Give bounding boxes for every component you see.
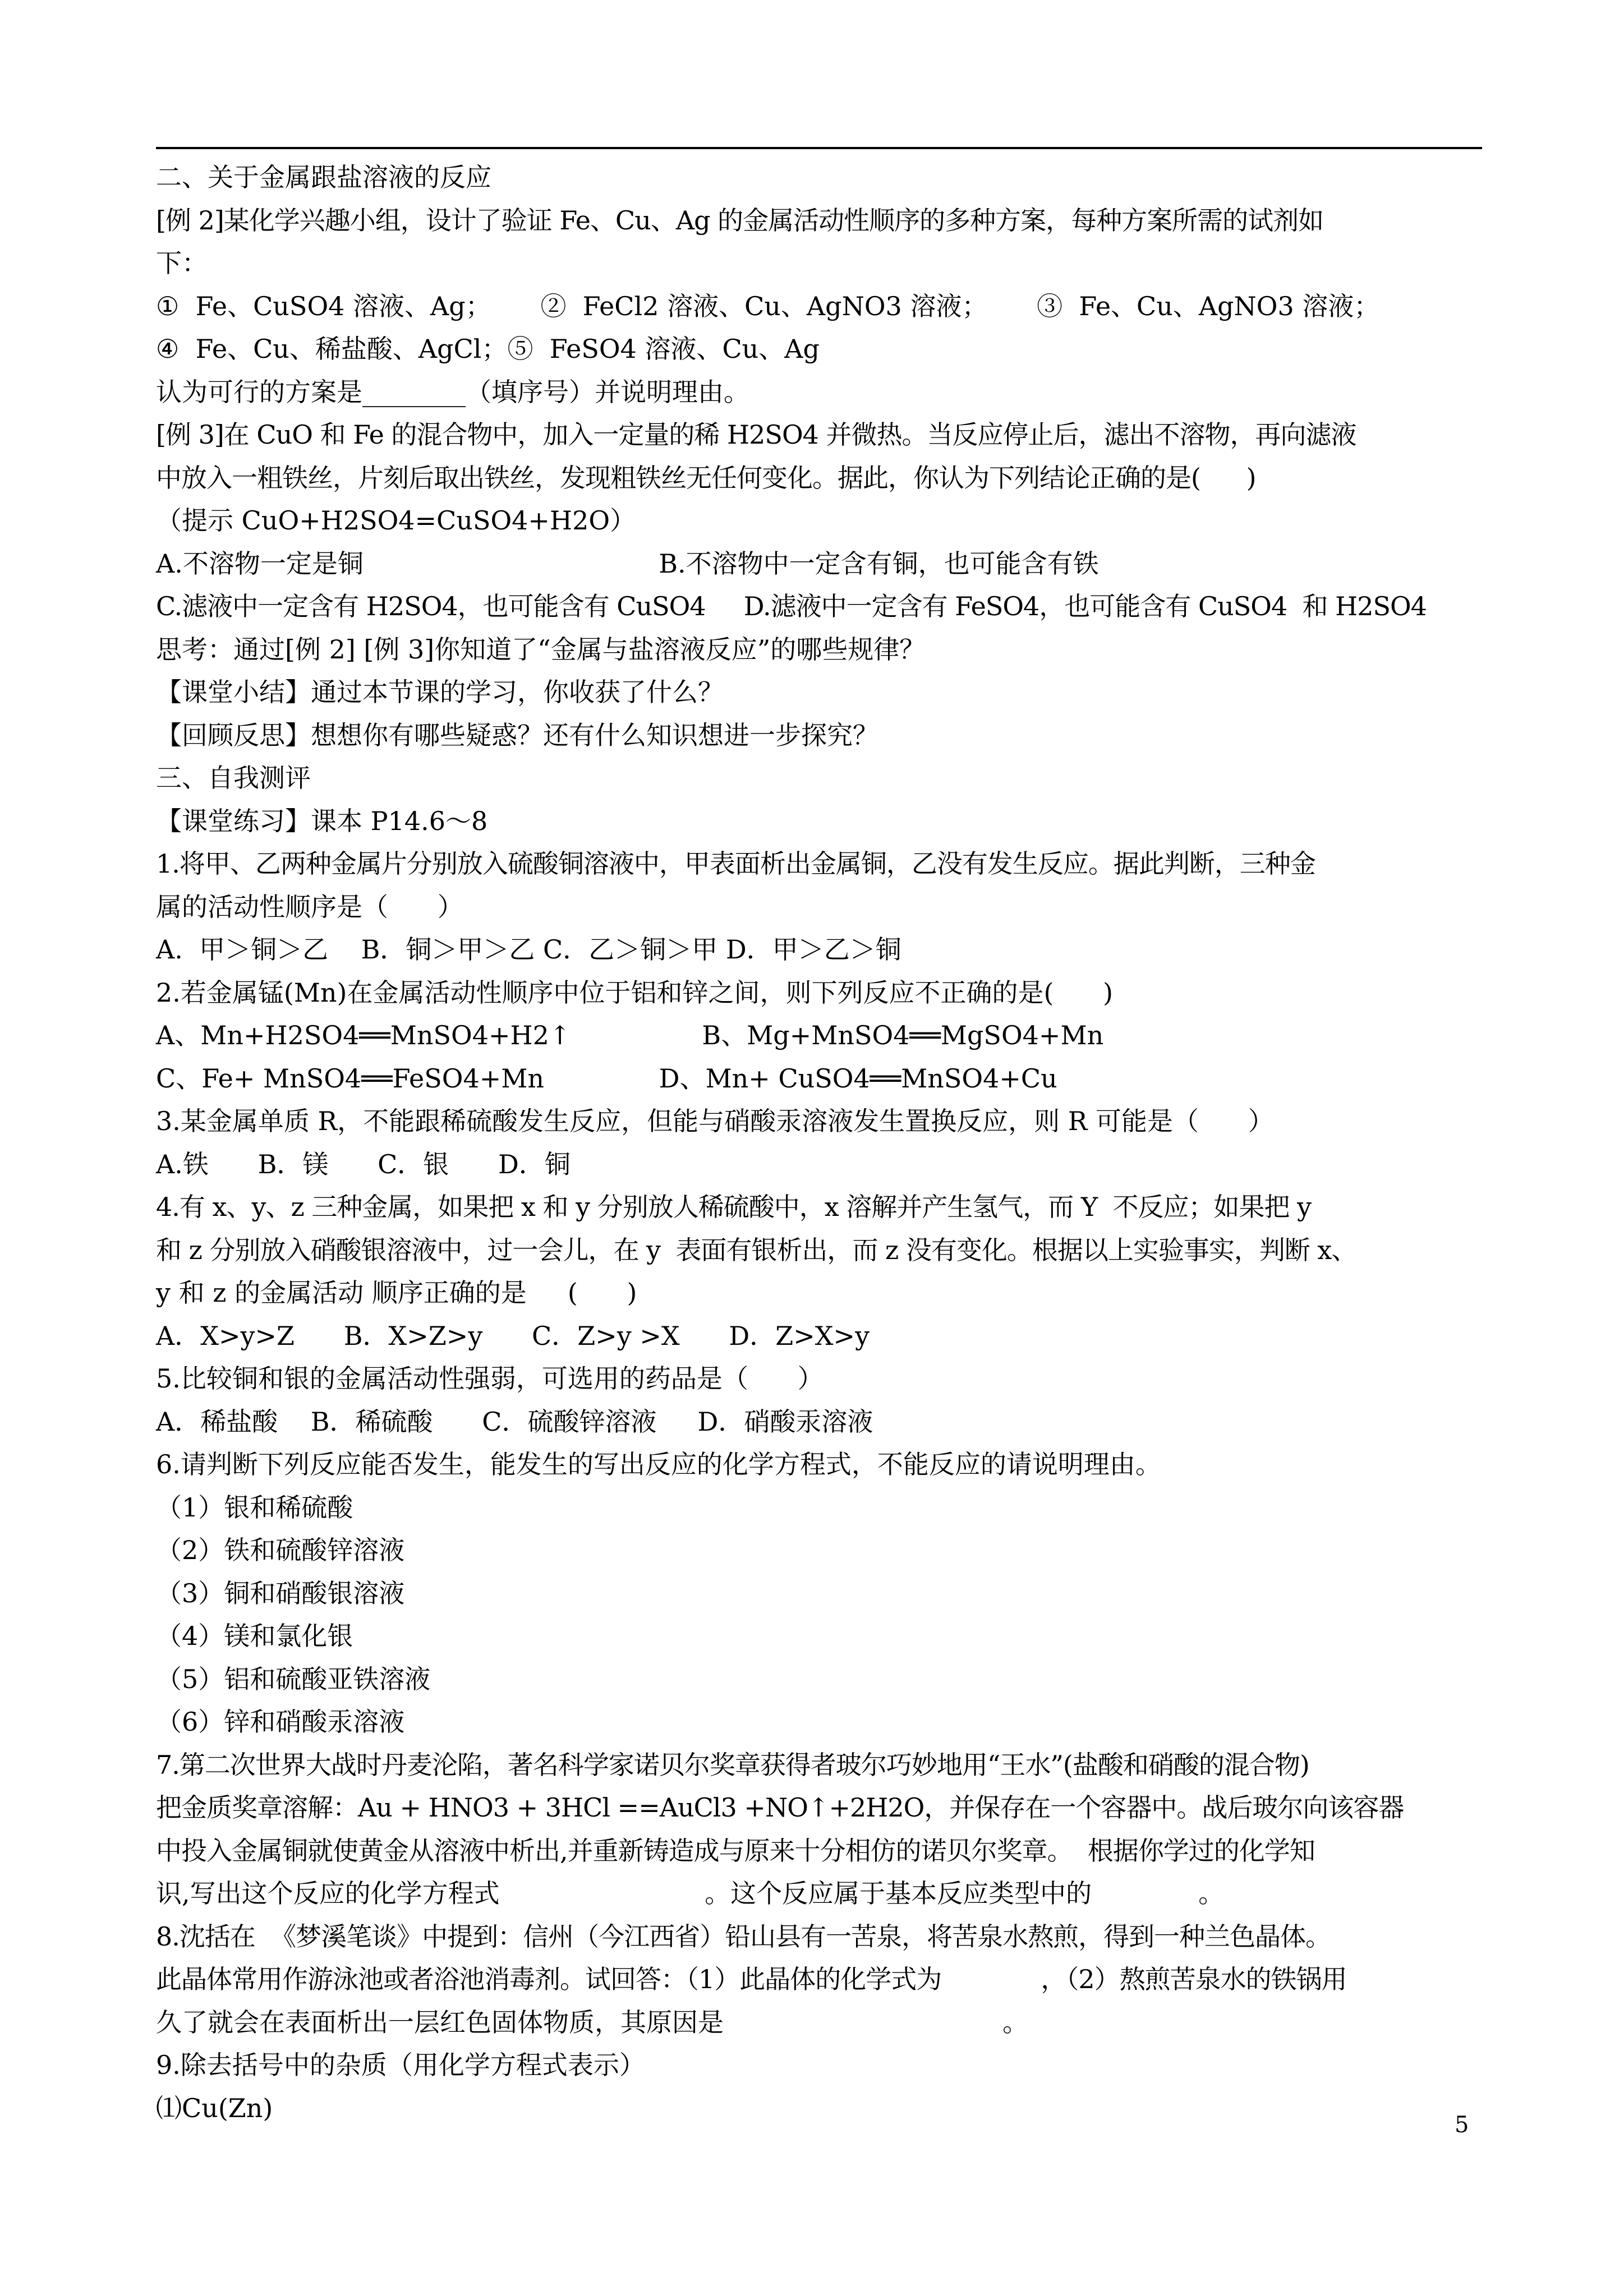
question-5-choices: A．稀盐酸 B．稀硫酸 C．硫酸锌溶液 D．硝酸汞溶液 bbox=[156, 1406, 873, 1437]
question-4-choices: A．X>y>Z B．X>Z>y C．Z>y >X D．Z>X>y bbox=[156, 1320, 870, 1351]
question-1-line-1: 1.将甲、乙两种金属片分别放入硫酸铜溶液中，甲表面析出金属铜，乙没有发生反应。据此判断，三种金 bbox=[156, 849, 1315, 879]
question-1-choices: A. 甲＞铜＞乙 B．铜＞甲＞乙 C．乙＞铜＞甲 D．甲＞乙＞铜 bbox=[156, 934, 901, 965]
question-8-line-3: 久了就会在表面析出一层红色固体物质，其原因是 。 bbox=[156, 2007, 1029, 2037]
question-6-item-3: （3）铜和硝酸银溶液 bbox=[156, 1578, 405, 1608]
question-7-line-4: 识,写出这个反应的化学方程式 。这个反应属于基本反应类型中的 。 bbox=[156, 1878, 1225, 1908]
class-summary: 【课堂小结】通过本节课的学习，你收获了什么？ bbox=[156, 677, 724, 707]
question-3: 3.某金属单质 R，不能跟稀硫酸发生反应，但能与硝酸汞溶液发生置换反应，则 R 可能是（ ） bbox=[156, 1106, 1274, 1136]
question-2-choices-cd: C、Fe+ MnSO4══FeSO4+Mn D、Mn+ CuSO4══MnSO4+Cu bbox=[156, 1063, 1057, 1094]
header-rule bbox=[156, 147, 1482, 149]
question-9: 9.除去括号中的杂质（用化学方程式表示） bbox=[156, 2050, 645, 2080]
example-2-answer-prompt: 认为可行的方案是________（填序号）并说明理由。 bbox=[156, 376, 749, 407]
review-reflection: 【回顾反思】想想你有哪些疑惑？还有什么知识想进一步探究？ bbox=[156, 720, 878, 750]
page-number: 5 bbox=[1455, 2112, 1469, 2138]
question-6-item-6: （6）锌和硝酸汞溶液 bbox=[156, 1707, 405, 1737]
question-2: 2.若金属锰(Mn)在金属活动性顺序中位于铝和锌之间，则下列反应不正确的是( ) bbox=[156, 977, 1114, 1008]
question-7-line-1: 7.第二次世界大战时丹麦沦陷，著名科学家诺贝尔奖章获得者玻尔巧妙地用“王水”(盐酸和硝酸的混合物) bbox=[156, 1749, 1309, 1780]
question-8-line-1: 8.沈括在 《梦溪笔谈》中提到：信州（今江西省）铅山县有一苦泉，将苦泉水熬煎，得到一种兰色晶体。 bbox=[156, 1921, 1331, 1952]
section-heading-3: 三、自我测评 bbox=[156, 763, 311, 793]
question-6: 6.请判断下列反应能否发生，能发生的写出反应的化学方程式，不能反应的请说明理由。 bbox=[156, 1449, 1161, 1479]
example-3-choices-cd: C.滤液中一定含有 H2SO4，也可能含有 CuSO4 D.滤液中一定含有 FeSO4，也可能含有 CuSO4 和 H2SO4 bbox=[156, 591, 1427, 621]
question-7-line-2: 把金质奖章溶解：Au + HNO3 + 3HCl ==AuCl3 +NO↑+2H2O，并保存在一个容器中。战后玻尔向该容器 bbox=[156, 1792, 1404, 1823]
document-body bbox=[156, 156, 1497, 2129]
question-6-item-4: （4）镁和氯化银 bbox=[156, 1621, 353, 1651]
example-3-hint: （提示 CuO+H2SO4=CuSO4+H2O） bbox=[156, 505, 636, 536]
example-3-line-2: 中放入一粗铁丝，片刻后取出铁丝，发现粗铁丝无任何变化。据此，你认为下列结论正确的是( ) bbox=[156, 462, 1256, 493]
question-9-item-1: ⑴Cu(Zn) bbox=[156, 2092, 273, 2123]
question-7-line-3: 中投入金属铜就使黄金从溶液中析出,并重新铸造成与原来十分相仿的诺贝尔奖章。 根据你学过的化学知 bbox=[156, 1835, 1315, 1866]
example-2-options-b: ④ Fe、Cu、稀盐酸、AgCl；⑤ FeSO4 溶液、Cu、Ag bbox=[156, 334, 820, 364]
question-3-choices: A.铁 B．镁 C．银 D．铜 bbox=[156, 1149, 571, 1179]
question-4-line-3: y 和 z 的金属活动 顺序正确的是 ( ) bbox=[156, 1278, 637, 1308]
question-6-item-2: （2）铁和硫酸锌溶液 bbox=[156, 1535, 405, 1565]
section-heading-2: 二、关于金属跟盐溶液的反应 bbox=[156, 162, 491, 192]
example-2-line-1: [例 2]某化学兴趣小组，设计了验证 Fe、Cu、Ag 的金属活动性顺序的多种方案，每种方案所需的试剂如 bbox=[156, 205, 1324, 236]
think-question: 思考：通过[例 2] [例 3]你知道了“金属与盐溶液反应”的哪些规律？ bbox=[156, 634, 926, 665]
example-3-line-1: [例 3]在 CuO 和 Fe 的混合物中，加入一定量的稀 H2SO4 并微热。当反应停止后，滤出不溶物，再向滤液 bbox=[156, 419, 1356, 450]
class-practice: 【课堂练习】课本 P14.6～8 bbox=[156, 805, 488, 836]
question-4-line-2: 和 z 分别放入硝酸银溶液中，过一会儿，在 y 表面有银析出，而 z 没有变化。根据以上实验事实，判断 x、 bbox=[156, 1234, 1357, 1265]
question-6-item-5: （5）铝和硫酸亚铁溶液 bbox=[156, 1663, 431, 1694]
example-2-line-2: 下： bbox=[156, 248, 208, 278]
question-5: 5.比较铜和银的金属活动性强弱，可选用的药品是（ ） bbox=[156, 1363, 823, 1394]
example-3-choices-ab: A.不溶物一定是铜 B.不溶物中一定含有铜，也可能含有铁 bbox=[156, 548, 1099, 579]
question-8-line-2: 此晶体常用作游泳池或者浴池消毒剂。试回答：（1）此晶体的化学式为 ，（2）熬煎苦泉水的铁锅用 bbox=[156, 1964, 1347, 1994]
question-1-line-2: 属的活动性顺序是（ ） bbox=[156, 891, 463, 922]
example-2-options-a: ① Fe、CuSO4 溶液、Ag； ② FeCl2 溶液、Cu、AgNO3 溶液； ③ Fe、Cu、AgNO3 溶液； bbox=[156, 291, 1380, 321]
question-4-line-1: 4.有 x、y、z 三种金属，如果把 x 和 y 分别放人稀硫酸中，x 溶解并产生氢气，而 Y 不反应；如果把 y bbox=[156, 1192, 1312, 1222]
question-2-choices-ab: A、Mn+H2SO4══MnSO4+H2↑ B、Mg+MnSO4══MgSO4+Mn bbox=[156, 1020, 1104, 1050]
question-6-item-1: （1）银和稀硫酸 bbox=[156, 1492, 353, 1523]
